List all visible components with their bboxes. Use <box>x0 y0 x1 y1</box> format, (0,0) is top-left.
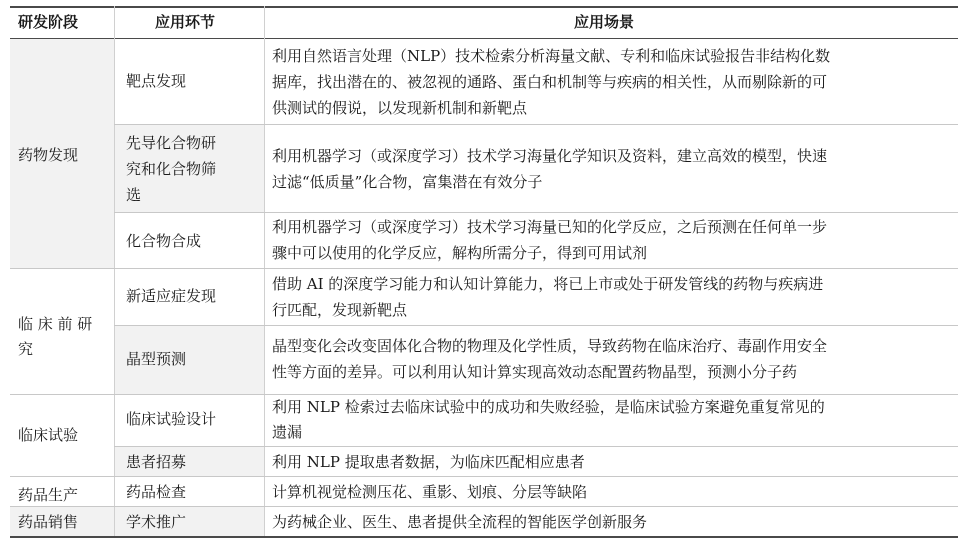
row-sep <box>114 212 958 213</box>
stage-preclinical-line1: 临 床 前 研 <box>18 315 93 333</box>
scene-line: 计算机视觉检测压花、重影、划痕、分层等缺陷 <box>272 483 588 501</box>
scene-line: 利用 NLP 检索过去临床试验中的成功和失败经验，是临床试验方案避免重复常见的 <box>272 398 825 416</box>
scene-line: 晶型变化会改变固体化合物的物理及化学性质，导致药物在临床治疗、毒副作用安全 <box>272 337 828 355</box>
scene-line: 遗漏 <box>272 423 303 441</box>
scene-line: 利用机器学习（或深度学习）技术学习海量已知的化学反应，之后预测在任何单一步 <box>272 218 828 236</box>
scene-line: 利用自然语言处理（NLP）技术检索分析海量文献、专利和临床试验报告非结构化数 <box>272 47 831 65</box>
link-target-discovery: 靶点发现 <box>126 72 187 90</box>
header-scene: 应用场景 <box>574 13 635 31</box>
link-new-indication: 新适应症发现 <box>126 287 217 305</box>
scene-line: 为药械企业、医生、患者提供全流程的智能医学创新服务 <box>272 513 648 531</box>
row-sep <box>10 268 958 269</box>
header-stage: 研发阶段 <box>18 13 79 31</box>
col-divider-1 <box>114 6 115 536</box>
link-patient-recruitment: 患者招募 <box>126 453 187 471</box>
link-lead-compound-line3: 选 <box>126 186 142 204</box>
scene-line: 借助 AI 的深度学习能力和认知计算能力，将已上市或处于研发管线的药物与疾病进 <box>272 275 824 293</box>
scene-line: 骤中可以使用的化学反应，解构所需分子，得到可用试剂 <box>272 244 648 262</box>
row-sep <box>10 506 958 507</box>
scene-line: 据库，找出潜在的、被忽视的通路、蛋白和机制等与疾病的相关性，从而剔除新的可 <box>272 73 828 91</box>
stage-clinical-trial: 临床试验 <box>18 426 79 444</box>
header-bottom-rule <box>10 38 958 39</box>
link-drug-inspection: 药品检查 <box>126 483 187 501</box>
link-compound-synthesis: 化合物合成 <box>126 232 202 250</box>
stage-preclinical-line2: 究 <box>18 340 34 358</box>
col-divider-2 <box>264 6 265 536</box>
row-sep <box>114 124 958 125</box>
scene-line: 行匹配，发现新靶点 <box>272 301 408 319</box>
table-bottom-rule <box>10 536 958 538</box>
link-lead-compound-line2: 究和化合物筛 <box>126 160 217 178</box>
scene-line: 利用 NLP 提取患者数据，为临床匹配相应患者 <box>272 453 585 471</box>
scene-line: 供测试的假说，以发现新机制和新靶点 <box>272 99 528 117</box>
scene-line: 性等方面的差异。可以利用认知计算实现高效动态配置药物晶型，预测小分子药 <box>272 363 798 381</box>
link-academic-promotion: 学术推广 <box>126 513 187 531</box>
row-sep <box>114 446 958 447</box>
scene-line: 利用机器学习（或深度学习）技术学习海量化学知识及资料，建立高效的模型，快速 <box>272 147 828 165</box>
row-sep <box>10 476 958 477</box>
table-header <box>10 6 958 38</box>
row-sep <box>114 325 958 326</box>
scene-line: 过滤“低质量”化合物，富集潜在有效分子 <box>272 173 543 191</box>
header-link: 应用环节 <box>155 13 216 31</box>
link-lead-compound-line1: 先导化合物研 <box>126 134 217 152</box>
stage-drug-discovery: 药物发现 <box>18 146 79 164</box>
link-crystal-prediction: 晶型预测 <box>126 350 187 368</box>
stage-manufacturing: 药品生产 <box>18 486 79 504</box>
stage-sales: 药品销售 <box>18 513 79 531</box>
link-trial-design: 临床试验设计 <box>126 410 217 428</box>
